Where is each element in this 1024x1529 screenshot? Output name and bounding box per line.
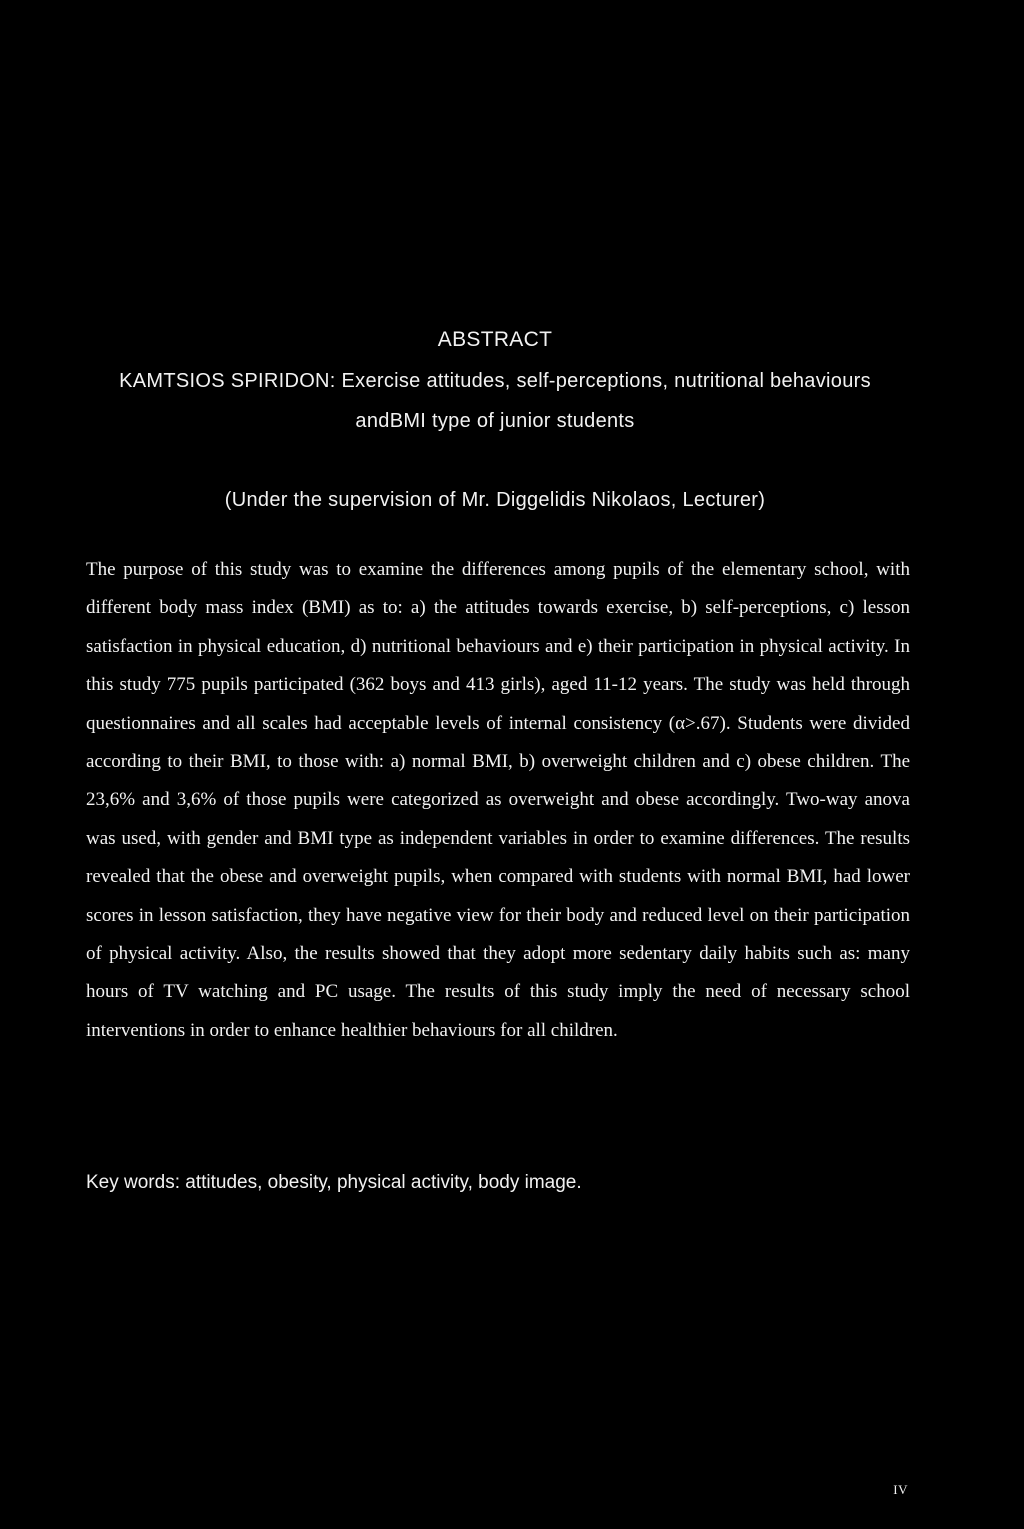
- thesis-title-line-2: andBMI type of junior students: [355, 410, 635, 432]
- abstract-body: The purpose of this study was to examine the differences among pupils of the elementary school, with different body mass index (BMI) as to: a) the attitudes towards exercise, b) self-perceptions, c) lesson satisfaction in physical education, d) nutritional behaviours and e) their participation in physical activity. In this study 775 pupils participated (362 boys and 413 girls), aged 11-12 years. The study was held through questionnaires and all scales had acceptable levels of internal consistency (α>.67). Students were divided according to their BMI, to those with: a) normal BMI, b) overweight children and c) obese children. The 23,6% and 3,6% of those pupils were categorized as overweight and obese accordingly. Two-way anova was used, with gender and BMI type as independent variables in order to examine differences. The results revealed that the obese and overweight pupils, when compared with students with normal BMI, had lower scores in lesson satisfaction, they have negative view for their body and reduced level on their participation of physical activity. Also, the results showed that they adopt more sedentary daily habits such as: many hours of TV watching and PC usage. The results of this study imply the need of necessary school interventions in order to enhance healthier behaviours for all children.: [86, 559, 910, 1041]
- abstract-heading: ABSTRACT: [437, 328, 553, 351]
- supervision-line: (Under the supervision of Mr. Diggelidis Nikolaos, Lecturer): [224, 489, 766, 511]
- keywords-line: Key words: attitudes, obesity, physical activity, body image.: [86, 1172, 582, 1193]
- thesis-title-line-1: KAMTSIOS SPIRIDON: Exercise attitudes, self-perceptions, nutritional behaviours: [119, 370, 871, 392]
- page-number: IV: [893, 1482, 908, 1497]
